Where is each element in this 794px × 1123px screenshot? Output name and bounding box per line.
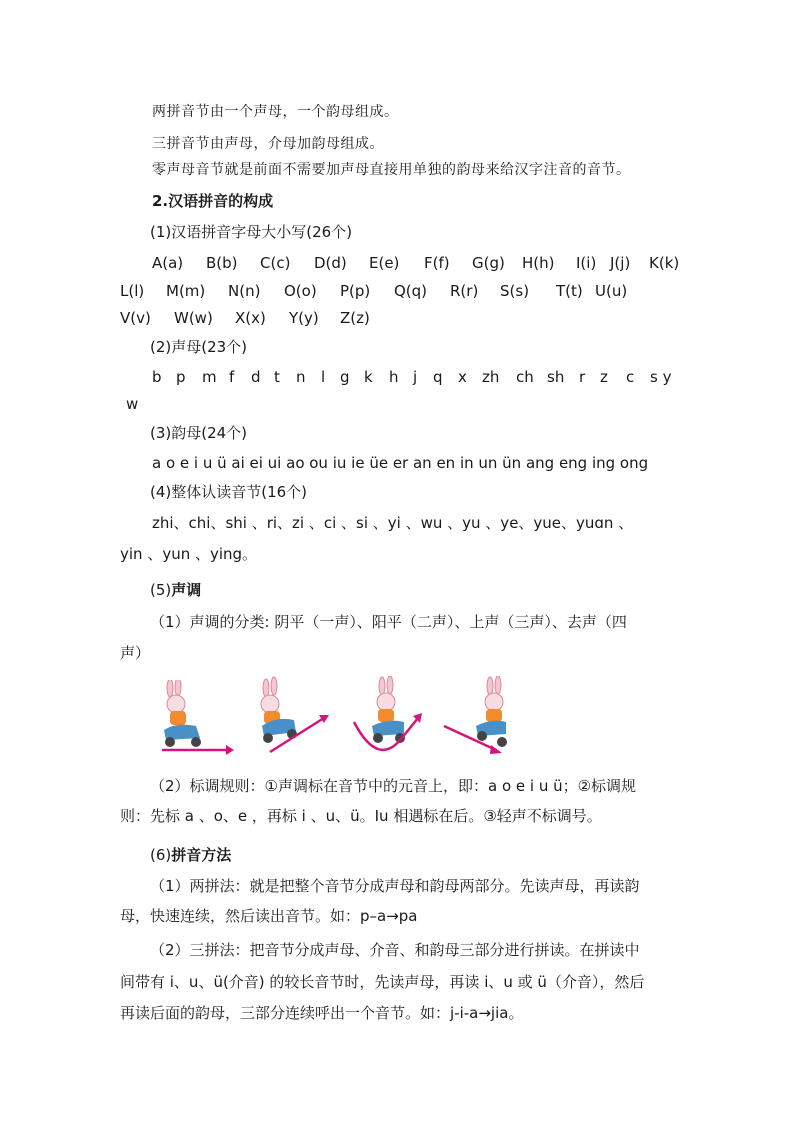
- letter: Y(y): [289, 309, 319, 327]
- initial: q: [433, 368, 443, 386]
- initial: sh: [547, 368, 565, 386]
- initial: l: [321, 368, 326, 386]
- methods-p2-line-3: 再读后面的韵母，三部分连续呼出一个音节。如：j-i-a→jia。: [120, 1004, 524, 1022]
- tone4-rabbit-illustration: [440, 676, 530, 756]
- letter: A(a): [152, 254, 184, 272]
- initial: t: [274, 368, 280, 386]
- letter: M(m): [166, 282, 206, 300]
- rabbit-ear: [379, 677, 385, 695]
- rabbit-ear: [487, 677, 493, 695]
- letter: N(n): [228, 282, 261, 300]
- tones-p1-line-1: （1）声调的分类: 阴平（一声）、阳平（二声）、上声（三声）、去声（四: [150, 613, 627, 631]
- letter: W(w): [174, 309, 213, 327]
- tones-p2-line-1: （2）标调规则：①声调标在音节中的元音上，即：a o e i u ü；②标调规: [150, 777, 637, 795]
- methods-p1-line-1: （1）两拼法：就是把整个音节分成声母和韵母两部分。先读声母，再读韵: [150, 877, 640, 895]
- whole-line-2: yin 、yun 、ying。: [120, 545, 258, 563]
- rabbit-ear: [387, 676, 393, 694]
- tones-heading: [150, 580, 201, 600]
- tone3-rabbit-illustration: [348, 676, 440, 756]
- tone2-rabbit-illustration: [240, 676, 332, 756]
- initial: p: [176, 368, 186, 386]
- letter: J(j): [610, 254, 631, 272]
- letter: G(g): [472, 254, 505, 272]
- initial: j: [413, 368, 418, 386]
- letter: K(k): [649, 254, 680, 272]
- scooter-wheel: [165, 737, 175, 747]
- finals-list: a o e i u ü ai ei ui ao ou iu ie üe er an en in un ün ang eng ing ong: [152, 454, 649, 472]
- initial: zh: [482, 368, 500, 386]
- initial: w: [126, 395, 139, 413]
- letter: D(d): [314, 254, 347, 272]
- letter: E(e): [369, 254, 400, 272]
- rabbit-shirt: [486, 709, 502, 722]
- initial: d: [251, 368, 261, 386]
- letter: R(r): [450, 282, 479, 300]
- rabbit-head: [485, 693, 503, 711]
- section-title: 2.汉语拼音的构成: [152, 192, 274, 210]
- alphabet-heading: (1)汉语拼音字母大小写(26个): [150, 223, 353, 241]
- initial: r: [579, 368, 586, 386]
- initial: c: [626, 368, 635, 386]
- rabbit-head: [377, 693, 395, 711]
- whole-heading: (4)整体认读音节(16个): [150, 483, 308, 501]
- rabbit-ear: [175, 680, 181, 696]
- tones-p1-line-2: 声）: [120, 644, 151, 662]
- scooter-wheel: [263, 733, 273, 743]
- methods-p1-line-2: 母，快速连续，然后读出音节。如：p–a→pa: [120, 907, 418, 925]
- rabbit-ear: [167, 680, 173, 697]
- letter: Q(q): [394, 282, 428, 300]
- tones-heading-bold: 声调: [171, 581, 202, 599]
- methods-heading-prefix: (6): [150, 846, 172, 864]
- rabbit-shirt: [378, 709, 394, 722]
- scooter-wheel: [373, 733, 383, 743]
- initial: h: [389, 368, 399, 386]
- tone1-rabbit-illustration: [160, 680, 240, 758]
- letter: F(f): [424, 254, 450, 272]
- methods-heading: [150, 845, 231, 865]
- rabbit-head: [167, 695, 185, 713]
- initial: n: [296, 368, 306, 386]
- finals-heading: (3)韵母(24个): [150, 424, 248, 442]
- letter: C(c): [260, 254, 291, 272]
- tones-p2-line-2: 则：先标 a 、o、e ，再标 i 、u、ü。Iu 相遇标在后。③轻声不标调号。: [120, 807, 602, 825]
- tone1-arrow-head: [226, 745, 234, 755]
- intro-line-2: 三拼音节由声母，介母加韵母组成。: [152, 136, 384, 152]
- initial: z: [600, 368, 608, 386]
- rabbit-ear: [271, 677, 277, 695]
- letter: T(t): [556, 282, 583, 300]
- letter: L(l): [120, 282, 145, 300]
- letter: P(p): [340, 282, 371, 300]
- initial: g: [340, 368, 350, 386]
- letter: V(v): [120, 309, 151, 327]
- letter: U(u): [595, 282, 628, 300]
- rabbit-head: [261, 695, 279, 713]
- rabbit-ear: [495, 676, 501, 694]
- initial: f: [229, 368, 235, 386]
- initials-heading: (2)声母(23个): [150, 338, 248, 356]
- letter: S(s): [500, 282, 530, 300]
- initial: m: [202, 368, 217, 386]
- initial: s y: [650, 368, 672, 386]
- letter: I(i): [576, 254, 597, 272]
- intro-line-1: 两拼音节由一个声母，一个韵母组成。: [152, 104, 399, 120]
- initial: b: [152, 368, 162, 386]
- methods-p2-line-2: 间带有 i、u、ü(介音) 的较长音节时，先读声母，再读 i、u 或 ü（介音），然后: [120, 973, 645, 991]
- rabbit-shirt: [170, 711, 186, 725]
- letter: Z(z): [340, 309, 370, 327]
- letter: B(b): [206, 254, 238, 272]
- scooter-wheel: [497, 737, 507, 747]
- scooter-wheel: [477, 731, 487, 741]
- methods-p2-line-1: （2）三拼法：把音节分成声母、介音、和韵母三部分进行拼读。在拼读中: [150, 941, 640, 959]
- rabbit-ear: [263, 679, 269, 697]
- methods-heading-bold: 拼音方法: [171, 846, 232, 864]
- letter: H(h): [522, 254, 555, 272]
- initial: x: [458, 368, 467, 386]
- initial: k: [364, 368, 373, 386]
- scooter-wheel: [191, 737, 201, 747]
- letter: X(x): [235, 309, 266, 327]
- tones-heading-prefix: (5): [150, 581, 172, 599]
- intro-line-3: 零声母音节就是前面不需要加声母直接用单独的韵母来给汉字注音的音节。: [152, 162, 631, 178]
- initial: ch: [516, 368, 534, 386]
- letter: O(o): [284, 282, 317, 300]
- whole-line-1: zhi、chi、shi 、ri、zi 、ci 、si 、yi 、wu 、yu 、ye、yue、yuɑn 、: [152, 514, 634, 532]
